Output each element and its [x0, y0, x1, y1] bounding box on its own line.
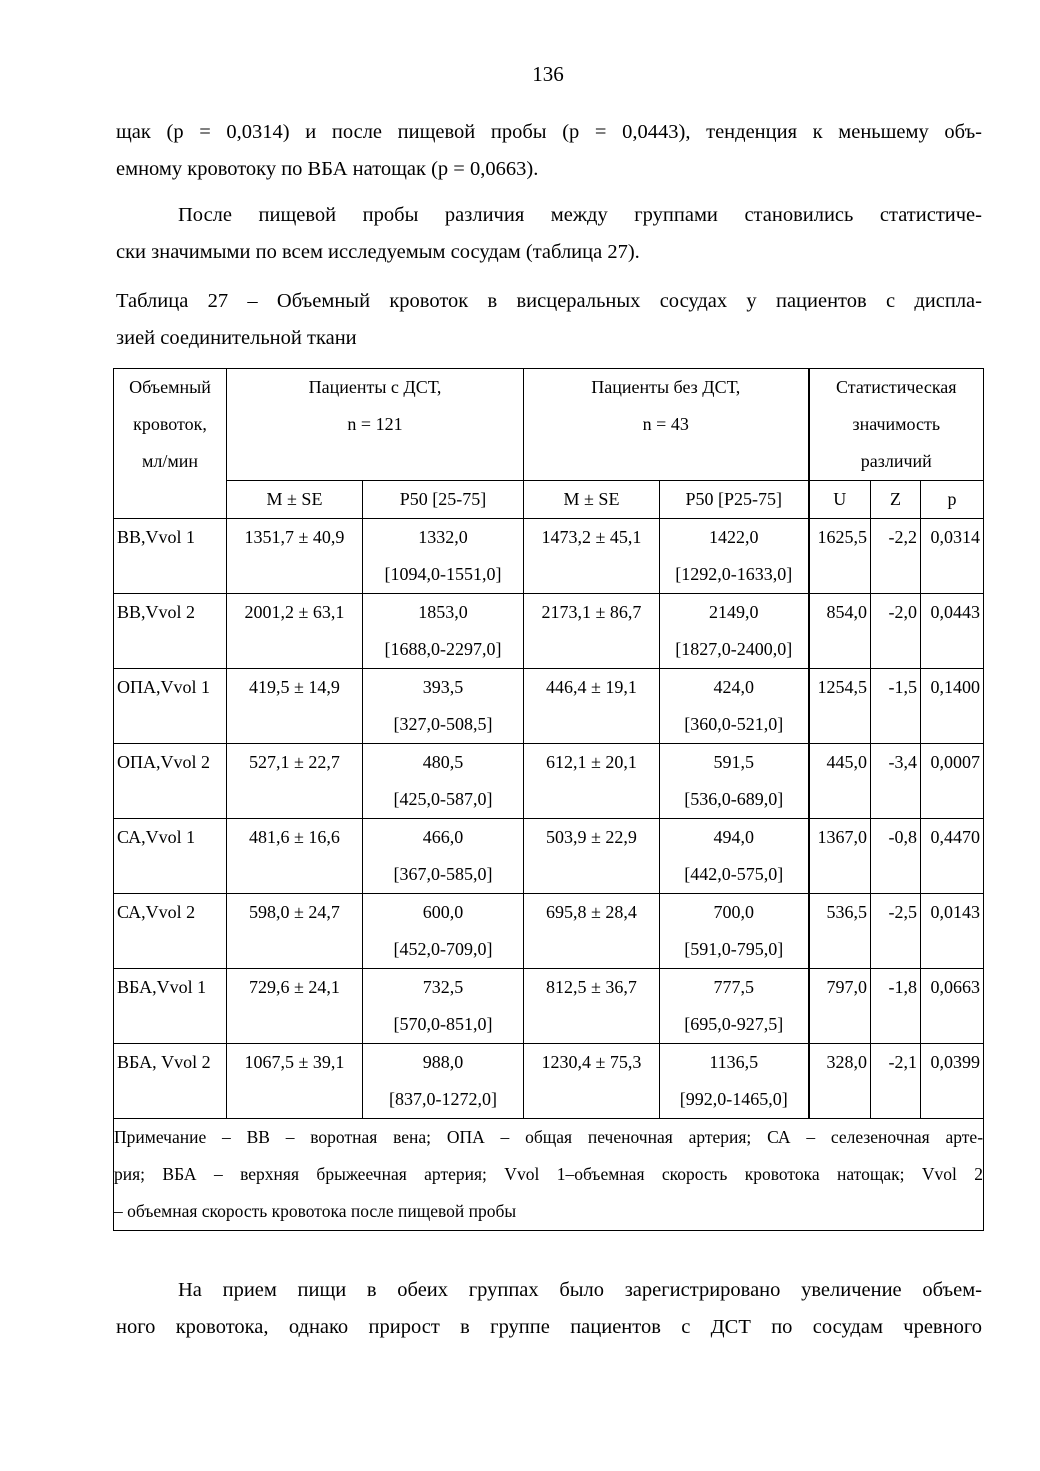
row-median-without-dst-line-1: 2149,0 [709, 602, 759, 622]
row-p-value: 0,0399 [921, 1044, 984, 1119]
row-z-value: -2,1 [871, 1044, 921, 1119]
header-statistical-significance-line-2: значимость [852, 414, 941, 434]
row-z-value: -1,5 [871, 669, 921, 744]
row-u-value: 1625,5 [809, 519, 871, 594]
header-patients-with-dst-line-2: n = 121 [347, 414, 403, 434]
row-median-without-dst-line-1: 777,5 [713, 977, 754, 997]
table-note-line-3: – объемная скорость кровотока после пищевой пробы [114, 1201, 517, 1221]
row-median-without-dst [660, 519, 809, 594]
data-table [113, 368, 984, 1231]
page-number: 136 [532, 62, 564, 86]
row-median-without-dst [660, 1044, 809, 1119]
row-median-with-dst-line-1: 988,0 [422, 1052, 464, 1072]
subheader-mean-se-2: M ± SE [524, 481, 660, 519]
row-median-without-dst-line-2: [1292,0-1633,0] [675, 564, 793, 584]
table-note-row [114, 1119, 984, 1231]
table-header-row-1 [114, 369, 984, 481]
subheader-p: p [921, 481, 984, 519]
row-p-value: 0,0663 [921, 969, 984, 1044]
row-mean-se-with-dst: 1351,7 ± 40,9 [227, 519, 363, 594]
row-mean-se-with-dst: 598,0 ± 24,7 [227, 894, 363, 969]
row-u-value: 797,0 [809, 969, 871, 1044]
row-median-without-dst-line-1: 1422,0 [709, 527, 759, 547]
row-mean-se-without-dst: 1473,2 ± 45,1 [524, 519, 660, 594]
row-median-with-dst-line-2: [367,0-585,0] [393, 864, 493, 884]
row-label: ОПА,Vvol 1 [114, 669, 227, 744]
table-note-line-1: Примечание – ВВ – воротная вена; ОПА – общая печеночная артерия; СА – селезеночная арте- [114, 1127, 984, 1147]
row-u-value: 854,0 [809, 594, 871, 669]
row-median-without-dst-line-1: 424,0 [713, 677, 754, 697]
paragraph-1-line-1: щак (p = 0,0314) и после пищевой пробы (p = 0,0443), тенденция к меньшему объ- [116, 121, 982, 143]
table-note [114, 1119, 984, 1231]
paragraph-2 [116, 197, 982, 271]
row-z-value: -1,8 [871, 969, 921, 1044]
row-z-value: -2,0 [871, 594, 921, 669]
row-p-value: 0,0443 [921, 594, 984, 669]
subheader-median-2: P50 [P25-75] [660, 481, 809, 519]
row-label: ВБА, Vvol 2 [114, 1044, 227, 1119]
row-u-value: 536,5 [809, 894, 871, 969]
header-patients-without-dst-line-2: n = 43 [642, 414, 689, 434]
row-median-with-dst-line-1: 466,0 [422, 827, 464, 847]
row-median-without-dst-line-1: 700,0 [713, 902, 754, 922]
header-statistical-significance-line-1: Статистическая [835, 377, 957, 397]
row-median-without-dst-line-1: 591,5 [713, 752, 754, 772]
header-patients-without-dst [524, 369, 809, 481]
table-row [114, 594, 984, 669]
row-label: ВВ,Vvol 2 [114, 594, 227, 669]
paragraph-1-line-2: емному кровотоку по ВБА натощак (p = 0,0663). [116, 158, 539, 180]
row-median-without-dst-line-2: [442,0-575,0] [684, 864, 784, 884]
row-mean-se-without-dst: 2173,1 ± 86,7 [524, 594, 660, 669]
row-median-without-dst-line-1: 1136,5 [709, 1052, 759, 1072]
header-patients-without-dst-line-1: Пациенты без ДСТ, [591, 377, 741, 397]
table-row [114, 519, 984, 594]
row-mean-se-without-dst: 812,5 ± 36,7 [524, 969, 660, 1044]
table-caption-line-2: зией соединительной ткани [116, 327, 357, 349]
row-mean-se-with-dst: 481,6 ± 16,6 [227, 819, 363, 894]
row-median-with-dst-line-2: [1094,0-1551,0] [384, 564, 502, 584]
table-row [114, 1044, 984, 1119]
subheader-median-1: P50 [25-75] [363, 481, 524, 519]
row-median-with-dst-line-2: [452,0-709,0] [393, 939, 493, 959]
header-statistical-significance-line-3: различий [860, 451, 932, 471]
row-mean-se-without-dst: 446,4 ± 19,1 [524, 669, 660, 744]
row-median-without-dst-line-2: [992,0-1465,0] [679, 1089, 788, 1109]
subheader-u: U [809, 481, 871, 519]
header-patients-with-dst [227, 369, 524, 481]
row-p-value: 0,0007 [921, 744, 984, 819]
row-median-with-dst [363, 519, 524, 594]
row-median-without-dst [660, 969, 809, 1044]
row-label: СА,Vvol 2 [114, 894, 227, 969]
row-p-value: 0,0314 [921, 519, 984, 594]
table-row [114, 894, 984, 969]
row-u-value: 1254,5 [809, 669, 871, 744]
row-mean-se-without-dst: 612,1 ± 20,1 [524, 744, 660, 819]
row-median-without-dst-line-1: 494,0 [713, 827, 754, 847]
row-mean-se-without-dst: 503,9 ± 22,9 [524, 819, 660, 894]
row-median-without-dst-line-2: [695,0-927,5] [684, 1014, 784, 1034]
row-p-value: 0,0143 [921, 894, 984, 969]
row-median-with-dst [363, 669, 524, 744]
row-z-value: -3,4 [871, 744, 921, 819]
row-z-value: -0,8 [871, 819, 921, 894]
row-p-value: 0,1400 [921, 669, 984, 744]
table-row [114, 819, 984, 894]
row-mean-se-with-dst: 2001,2 ± 63,1 [227, 594, 363, 669]
header-volume-flow-line-1: Объемный [129, 377, 211, 397]
row-median-with-dst-line-1: 732,5 [422, 977, 464, 997]
header-statistical-significance [809, 369, 984, 481]
row-median-with-dst-line-2: [425,0-587,0] [393, 789, 493, 809]
table-row [114, 969, 984, 1044]
row-label: ОПА,Vvol 2 [114, 744, 227, 819]
paragraph-3 [116, 1272, 982, 1346]
row-median-without-dst [660, 594, 809, 669]
row-median-with-dst [363, 594, 524, 669]
row-median-with-dst-line-2: [570,0-851,0] [393, 1014, 493, 1034]
header-volume-flow-line-2: кровоток, [133, 414, 207, 434]
paragraph-2-line-2: ски значимыми по всем исследуемым сосудам (таблица 27). [116, 241, 640, 263]
row-p-value: 0,4470 [921, 819, 984, 894]
row-median-with-dst [363, 744, 524, 819]
row-median-with-dst [363, 819, 524, 894]
row-u-value: 1367,0 [809, 819, 871, 894]
paragraph-3-line-2: ного кровотока, однако прирост в группе пациентов с ДСТ по сосудам чревного [116, 1316, 982, 1338]
row-median-with-dst-line-2: [1688,0-2297,0] [384, 639, 502, 659]
row-label: СА,Vvol 1 [114, 819, 227, 894]
row-z-value: -2,2 [871, 519, 921, 594]
table-caption [116, 283, 982, 357]
row-mean-se-without-dst: 695,8 ± 28,4 [524, 894, 660, 969]
table-note-line-2: рия; ВБА – верхняя брыжеечная артерия; Vvol 1–объемная скорость кровотока натощак; Vvol 2 [114, 1164, 984, 1184]
row-u-value: 445,0 [809, 744, 871, 819]
row-median-with-dst [363, 969, 524, 1044]
row-mean-se-with-dst: 1067,5 ± 39,1 [227, 1044, 363, 1119]
header-volume-flow-line-3: мл/мин [141, 451, 199, 471]
row-median-without-dst-line-2: [536,0-689,0] [684, 789, 784, 809]
row-z-value: -2,5 [871, 894, 921, 969]
row-label: ВВ,Vvol 1 [114, 519, 227, 594]
paragraph-2-line-1: После пищевой пробы различия между группами становились статистиче- [178, 204, 982, 226]
row-u-value: 328,0 [809, 1044, 871, 1119]
row-median-with-dst-line-1: 1853,0 [418, 602, 468, 622]
row-median-with-dst-line-2: [327,0-508,5] [393, 714, 493, 734]
row-label: ВБА,Vvol 1 [114, 969, 227, 1044]
row-mean-se-with-dst: 419,5 ± 14,9 [227, 669, 363, 744]
row-mean-se-without-dst: 1230,4 ± 75,3 [524, 1044, 660, 1119]
table-caption-line-1: Таблица 27 – Объемный кровоток в висцеральных сосудах у пациентов с диспла- [116, 290, 982, 312]
row-median-without-dst [660, 894, 809, 969]
subheader-z: Z [871, 481, 921, 519]
row-median-with-dst [363, 894, 524, 969]
row-median-with-dst-line-2: [837,0-1272,0] [389, 1089, 497, 1109]
row-median-with-dst [363, 1044, 524, 1119]
paragraph-3-line-1: На прием пищи в обеих группах было зарегистрировано увеличение объем- [178, 1279, 982, 1301]
row-median-without-dst-line-2: [360,0-521,0] [684, 714, 784, 734]
row-median-without-dst [660, 744, 809, 819]
table-row [114, 669, 984, 744]
row-median-with-dst-line-1: 393,5 [422, 677, 464, 697]
row-mean-se-with-dst: 729,6 ± 24,1 [227, 969, 363, 1044]
table-row [114, 744, 984, 819]
row-median-without-dst-line-2: [591,0-795,0] [684, 939, 784, 959]
row-mean-se-with-dst: 527,1 ± 22,7 [227, 744, 363, 819]
header-volume-flow [114, 369, 227, 519]
paragraph-1 [116, 114, 982, 188]
row-median-with-dst-line-1: 1332,0 [418, 527, 468, 547]
row-median-without-dst [660, 819, 809, 894]
row-median-with-dst-line-1: 600,0 [422, 902, 464, 922]
header-patients-with-dst-line-1: Пациенты с ДСТ, [308, 377, 442, 397]
row-median-with-dst-line-1: 480,5 [422, 752, 464, 772]
row-median-without-dst-line-2: [1827,0-2400,0] [675, 639, 793, 659]
row-median-without-dst [660, 669, 809, 744]
subheader-mean-se-1: M ± SE [227, 481, 363, 519]
table-header-row-2 [114, 481, 984, 519]
